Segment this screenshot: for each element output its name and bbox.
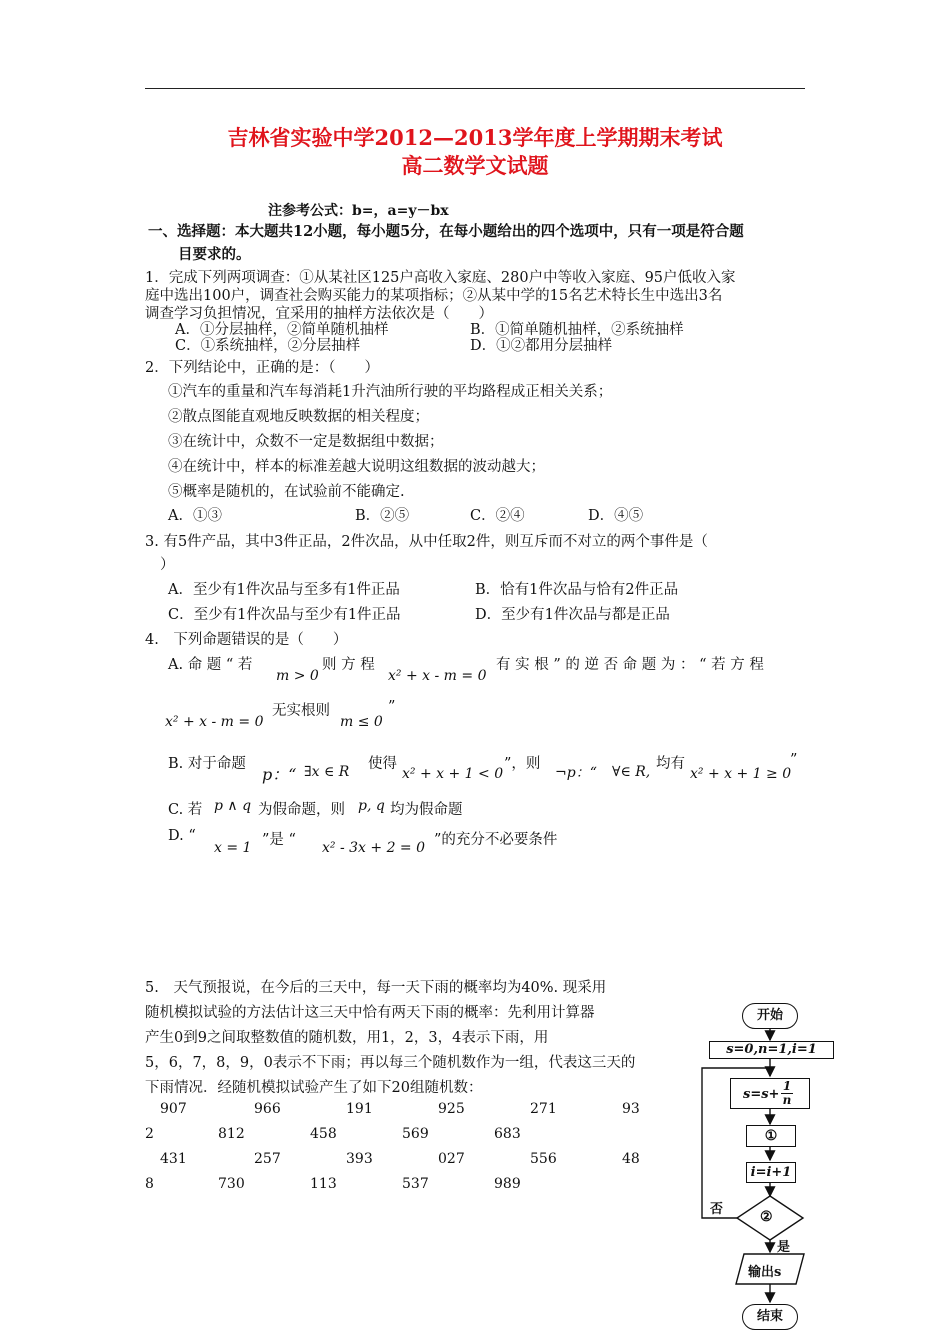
random-number: 113 xyxy=(310,1176,337,1192)
random-number: 93 xyxy=(622,1101,640,1117)
q3-option-a: A．至少有1件次品与至多有1件正品 xyxy=(168,582,400,598)
q4-a-text-1: A. 命 题 “ 若 xyxy=(168,657,253,673)
section-heading-cont: 目要求的。 xyxy=(178,246,251,263)
q4-c-text-2: 为假命题，则 xyxy=(258,802,345,818)
formula-note: 注参考公式：b=，a=y－bx xyxy=(268,203,449,219)
q3-option-d: D．至少有1件次品与都是正品 xyxy=(475,607,670,623)
flowchart-fraction-denominator: n xyxy=(782,1093,792,1107)
q2-stem: 2．下列结论中，正确的是：（ ） xyxy=(145,360,379,376)
q4-d-math-2: x² - 3x + 2 = 0 xyxy=(322,840,426,856)
q2-option-a: A．①③ xyxy=(168,508,222,524)
q4-c-math-1: p ∧ q xyxy=(214,798,252,814)
random-number: 458 xyxy=(310,1126,337,1142)
q4-a-text-3: 有 实 根 ” 的 逆 否 命 题 为 ： “ 若 方 程 xyxy=(496,657,764,673)
flowchart-end: 结束 xyxy=(742,1304,798,1330)
random-number: 556 xyxy=(530,1151,557,1167)
flowchart-fraction-numerator: 1 xyxy=(782,1079,792,1093)
q4-b-text-2: 使得 xyxy=(368,756,397,772)
q4-b-text-4: 均有 xyxy=(656,756,685,772)
q4-a-math-4: m ≤ 0 xyxy=(340,714,383,730)
q4-b-math-4: ¬p：“ xyxy=(555,765,597,781)
flowchart-no-label: 否 xyxy=(710,1202,724,1217)
flowchart-update-s xyxy=(730,1078,810,1109)
q4-a-text-4: 无实根则 xyxy=(272,703,330,719)
random-number: 8 xyxy=(145,1176,154,1192)
q1-option-d: D．①②都用分层抽样 xyxy=(470,338,613,354)
q2-statement-4: ④在统计中，样本的标准差越大说明这组数据的波动越大； xyxy=(168,459,545,475)
q4-a-text-5: ” xyxy=(388,699,396,715)
q3-line1: 3. 有5件产品，其中3件正品，2件次品，从中任取2件，则互斥而不对立的两个事件是（ xyxy=(145,534,708,550)
q4-b-text-1: B. 对于命题 xyxy=(168,756,246,772)
q4-stem: 4. 下列命题错误的是（ ） xyxy=(145,632,348,648)
q2-option-c: C．②④ xyxy=(470,508,525,524)
random-number: 812 xyxy=(218,1126,245,1142)
q4-a-math-1: m > 0 xyxy=(276,668,319,684)
random-number: 393 xyxy=(346,1151,373,1167)
random-number: 907 xyxy=(160,1101,187,1117)
random-number: 257 xyxy=(254,1151,281,1167)
flowchart-init: s=0,n=1,i=1 xyxy=(709,1041,834,1059)
q4-c-text-3: 均为假命题 xyxy=(390,802,463,818)
q1-option-a: A．①分层抽样，②简单随机抽样 xyxy=(175,322,389,338)
random-number: 730 xyxy=(218,1176,245,1192)
flowchart-update-s-expr: s=s+ xyxy=(743,1087,780,1102)
q4-d-text-2: ”是 “ xyxy=(262,832,296,848)
q2-statement-3: ③在统计中，众数不一定是数据组中数据； xyxy=(168,434,444,450)
flowchart-increment: i=i+1 xyxy=(746,1162,796,1183)
q4-c-math-2: p, q xyxy=(358,798,385,814)
flowchart-start: 开始 xyxy=(742,1003,798,1029)
random-number: 989 xyxy=(494,1176,521,1192)
q4-a-math-3: x² + x - m = 0 xyxy=(165,714,264,730)
exam-subtitle: 高二数学文试题 xyxy=(401,153,549,178)
q4-b-math-2: ∃x ∈ R xyxy=(304,764,350,780)
q2-statement-2: ②散点图能直观地反映数据的相关程度； xyxy=(168,409,429,425)
q4-d-text-3: ”的充分不必要条件 xyxy=(434,832,558,848)
q2-statement-1: ①汽车的重量和汽车每消耗1升汽油所行驶的平均路程成正相关关系； xyxy=(168,384,613,400)
q3-option-b: B．恰有1件次品与恰有2件正品 xyxy=(475,582,679,598)
q4-d-text-1: D. “ xyxy=(168,828,196,844)
q5-line4: 5，6，7，8，9，0表示不下雨；再以每三个随机数作为一组，代表这三天的 xyxy=(145,1055,636,1071)
top-rule xyxy=(145,88,805,89)
q4-b-math-6: x² + x + 1 ≥ 0 xyxy=(690,766,792,782)
random-number: 431 xyxy=(160,1151,187,1167)
random-number: 191 xyxy=(346,1101,373,1117)
q2-option-b: B．②⑤ xyxy=(355,508,410,524)
section-heading: 一、选择题：本大题共12小题，每小题5分，在每小题给出的四个选项中，只有一项是符合题 xyxy=(148,223,744,240)
random-number: 569 xyxy=(402,1126,429,1142)
random-number: 48 xyxy=(622,1151,640,1167)
q5-line1: 5. 天气预报说，在今后的三天中，每一天下雨的概率均为40%. 现采用 xyxy=(145,980,607,996)
random-number: 683 xyxy=(494,1126,521,1142)
q1-option-c: C．①系统抽样，②分层抽样 xyxy=(175,338,361,354)
q2-statement-5: ⑤概率是随机的，在试验前不能确定. xyxy=(168,484,405,500)
random-number: 537 xyxy=(402,1176,429,1192)
flowchart xyxy=(700,1000,940,1340)
q4-a-math-2: x² + x - m = 0 xyxy=(388,668,487,684)
q4-b-math-3: x² + x + 1 < 0 xyxy=(402,766,504,782)
q5-line5: 下雨情况．经随机模拟试验产生了如下20组随机数： xyxy=(145,1080,483,1096)
flowchart-blank-1: ① xyxy=(746,1125,796,1147)
flowchart-output: 输出s xyxy=(748,1265,782,1280)
random-number: 027 xyxy=(438,1151,465,1167)
q4-b-text-3: ”，则 xyxy=(504,756,541,772)
q3-option-c: C．至少有1件次品与至少有1件正品 xyxy=(168,607,401,623)
q1-option-b: B．①简单随机抽样，②系统抽样 xyxy=(470,322,684,338)
q4-b-math-1: p：“ xyxy=(262,765,297,784)
flowchart-condition: ② xyxy=(760,1209,773,1225)
q4-a-text-2: 则 方 程 xyxy=(322,657,375,673)
flowchart-yes-label: 是 xyxy=(777,1240,791,1255)
random-number: 271 xyxy=(530,1101,557,1117)
q1-line3: 调查学习负担情况，宜采用的抽样方法依次是（ ） xyxy=(145,306,493,322)
q4-c-text-1: C. 若 xyxy=(168,802,203,818)
q4-b-math-5: ∀∈ R, xyxy=(612,764,651,780)
random-number: 966 xyxy=(254,1101,281,1117)
q5-line2: 随机模拟试验的方法估计这三天中恰有两天下雨的概率：先利用计算器 xyxy=(145,1005,595,1021)
exam-title: 吉林省实验中学2012—2013学年度上学期期末考试 xyxy=(227,125,723,150)
q1-line1: 1．完成下列两项调查：①从某社区125户高收入家庭、280户中等收入家庭、95户低收入家 xyxy=(145,270,736,286)
random-number: 925 xyxy=(438,1101,465,1117)
q1-line2: 庭中选出100户，调查社会购买能力的某项指标；②从某中学的15名艺术特长生中选出3名 xyxy=(145,288,723,304)
q2-option-d: D．④⑤ xyxy=(588,508,644,524)
q4-d-math-1: x = 1 xyxy=(214,840,252,856)
q3-line2: ） xyxy=(160,557,175,573)
q4-b-text-5: ” xyxy=(790,752,798,768)
q5-line3: 产生0到9之间取整数值的随机数，用1，2，3，4表示下雨，用 xyxy=(145,1030,549,1046)
random-number: 2 xyxy=(145,1126,154,1142)
